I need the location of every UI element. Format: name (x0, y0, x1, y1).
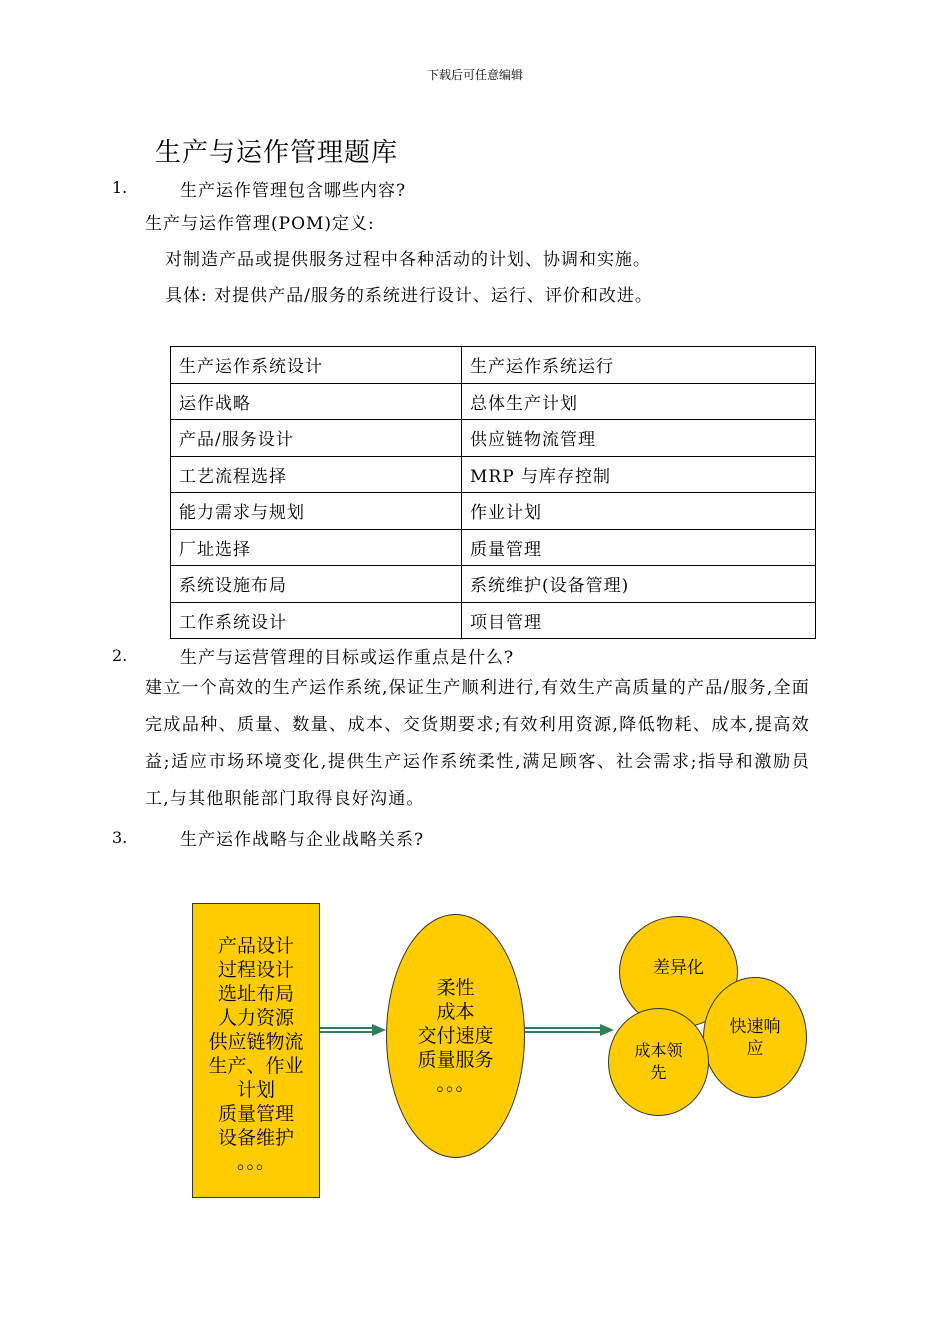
circle-label: 先 (650, 1063, 667, 1082)
question-2-number: 2. (112, 646, 128, 665)
pom-definition: 对制造产品或提供服务过程中各种活动的计划、协调和实施。 (165, 250, 651, 270)
fast-response-circle (703, 977, 807, 1098)
table-cell: 能力需求与规划 (171, 493, 462, 530)
table-cell: 项目管理 (462, 602, 816, 639)
box-line: 生产、作业 (208, 1055, 304, 1077)
table-cell: 工作系统设计 (171, 602, 462, 639)
box-line: 人力资源 (217, 1007, 294, 1029)
question-3-text: 生产运作战略与企业战略关系? (180, 830, 425, 850)
ellipse-line: 柔性 (436, 977, 475, 999)
table-cell: 生产运作系统设计 (171, 347, 462, 384)
question-1-text: 生产运作管理包含哪些内容? (180, 181, 407, 201)
pom-definition-label: 生产与运作管理(POM)定义: (145, 214, 375, 234)
ellipse-line: 成本 (436, 1001, 475, 1023)
table-cell: 总体生产计划 (462, 383, 816, 420)
document-title: 生产与运作管理题库 (155, 138, 399, 168)
cost-leadership-circle (608, 1008, 709, 1116)
question-1-number: 1. (112, 178, 128, 197)
question-3-number: 3. (112, 828, 128, 847)
table-cell: 作业计划 (462, 493, 816, 530)
table-cell: 厂址选择 (171, 529, 462, 566)
header-note: 下载后可任意编辑 (426, 68, 523, 82)
competitive-priorities-ellipse (386, 914, 525, 1158)
circle-label: 快速响 (729, 1016, 781, 1037)
table-cell: 运作战略 (171, 383, 462, 420)
pom-specific: 具体: 对提供产品/服务的系统进行设计、运行、评价和改进。 (165, 286, 653, 306)
circle-label: 差异化 (653, 958, 704, 978)
arrow-ellipse-to-circles (525, 1024, 614, 1036)
box-line: 设备维护 (217, 1127, 294, 1149)
ellipse-line: 。。。 (436, 1073, 475, 1095)
table-cell: 工艺流程选择 (171, 456, 462, 493)
functional-strategy-box (192, 903, 320, 1198)
circle-label: 成本领 (634, 1041, 683, 1060)
box-line: 供应链物流 (208, 1031, 304, 1053)
box-line: 计划 (236, 1079, 275, 1101)
arrow-box-to-ellipse (320, 1024, 386, 1036)
table-cell: 系统维护(设备管理) (462, 566, 816, 603)
box-line: 。。。 (236, 1151, 275, 1173)
box-line: 过程设计 (217, 959, 294, 981)
table-cell: 系统设施布局 (171, 566, 462, 603)
box-line: 质量管理 (217, 1103, 294, 1125)
question-2-answer: 建立一个高效的生产运作系统,保证生产顺利进行,有效生产高质量的产品/服务,全面完成品种、质量、数量、成本、交货期要求;有效利用资源,降低物耗、成本,提高效益;适应市场环境变化,提供生产运作系统柔性,满足顾客、社会需求;指导和激励员工,与其他职能部门取得良好沟通。 (145, 678, 810, 809)
table-cell: 供应链物流管理 (462, 420, 816, 457)
table-cell: 产品/服务设计 (171, 420, 462, 457)
box-line: 产品设计 (217, 935, 294, 957)
ellipse-line: 质量服务 (417, 1049, 494, 1071)
box-line: 选址布局 (217, 983, 294, 1005)
table-cell: 生产运作系统运行 (462, 347, 816, 384)
circle-label: 应 (746, 1038, 764, 1059)
table-cell: MRP 与库存控制 (462, 456, 816, 493)
ellipse-line: 交付速度 (417, 1025, 494, 1047)
table-cell: 质量管理 (462, 529, 816, 566)
question-2-text: 生产与运营管理的目标或运作重点是什么? (180, 648, 515, 668)
